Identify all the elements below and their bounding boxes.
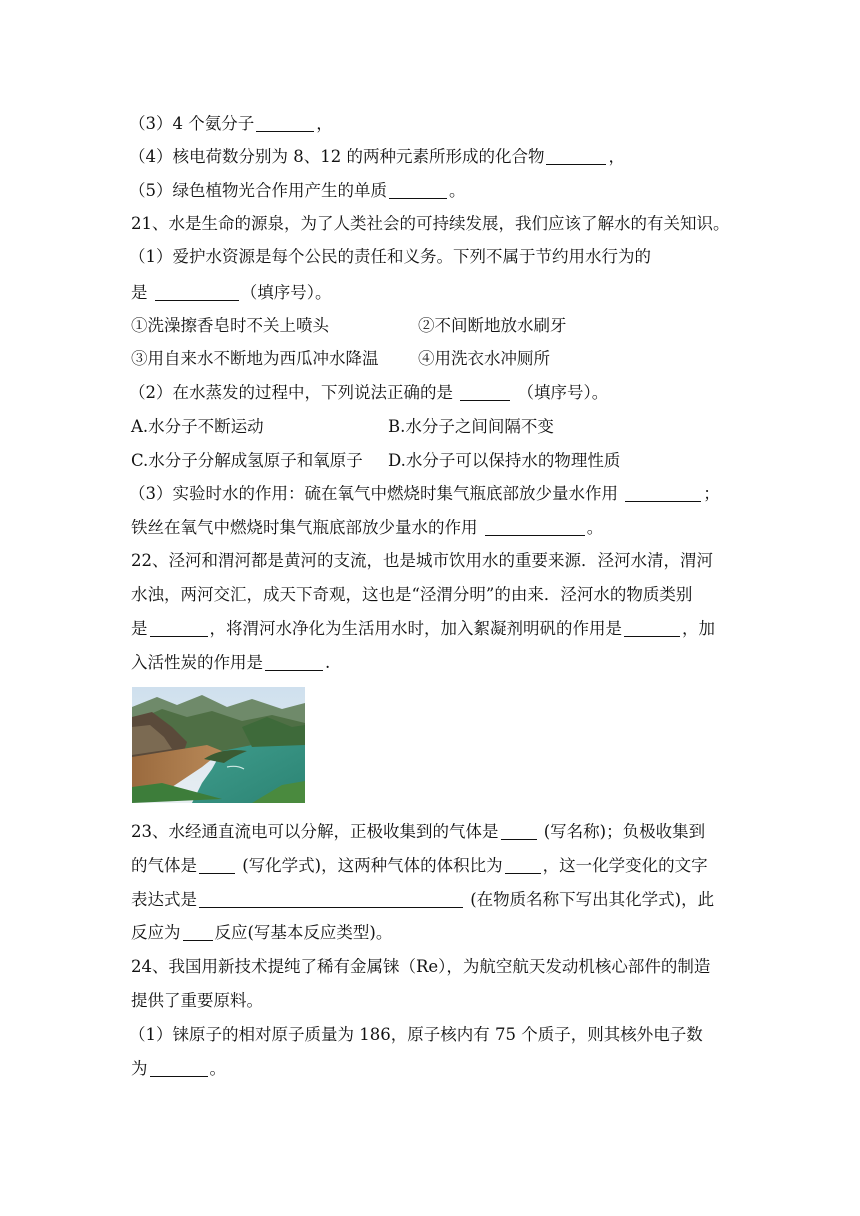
q21-part2-end: （填序号）。 [517, 383, 609, 402]
answer-blank[interactable] [460, 383, 510, 401]
punct: 。 [449, 181, 466, 200]
q23-line3-a: 表达式是 [131, 890, 197, 909]
q22-line3 [131, 618, 731, 640]
q21-option-4: ④用洗衣水冲厕所 [418, 349, 550, 368]
q21-part2 [129, 382, 729, 404]
q24-line4 [131, 1058, 731, 1080]
q21-option-2: ②不间断地放水刷牙 [418, 316, 567, 335]
answer-blank[interactable] [199, 890, 463, 908]
q22-line3-c: ，加 [682, 619, 715, 638]
q23-line4-a: 反应为 [131, 923, 181, 942]
q23-line3-b: (在物质名称下写出其化学式)，此 [470, 890, 715, 909]
answer-blank[interactable] [265, 653, 323, 671]
q21-stem: 21、水是生命的源泉，为了人类社会的可持续发展，我们应该了解水的有关知识。 [131, 214, 730, 233]
q20-item3-text: （3）4 个氨分子 [129, 114, 255, 133]
q21-part1-b [131, 282, 731, 304]
q20-item4-text: （4）核电荷数分别为 8、12 的两种元素所形成的化合物 [129, 147, 545, 166]
answer-blank[interactable] [625, 484, 701, 502]
punct: 。 [586, 518, 604, 537]
q20-item5 [129, 180, 729, 202]
q21-part3-a-text: （3）实验时水的作用：硫在氧气中燃烧时集气瓶底部放少量水作用 [129, 484, 618, 503]
q21-option-d: D.水分子可以保持水的物理性质 [388, 451, 621, 470]
q23-line4 [131, 922, 731, 944]
q21-part3-a [129, 483, 729, 505]
punct: . [325, 653, 331, 672]
answer-blank[interactable] [150, 1059, 208, 1077]
q24-line4-a: 为 [131, 1059, 148, 1078]
answer-blank[interactable] [501, 822, 537, 840]
q23-line2-a: 的气体是 [131, 856, 197, 875]
river-confluence-photo [132, 687, 305, 803]
punct: 。 [209, 1059, 226, 1078]
q22-line1: 22、泾河和渭河都是黄河的支流，也是城市饮用水的重要来源．泾河水清，渭河 [131, 551, 713, 570]
q23-line1-b: (写名称)；负极收集到 [543, 822, 706, 841]
punct: ， [316, 114, 333, 133]
q20-item3 [129, 113, 729, 135]
q21-part1-b-end: （填序号）。 [240, 283, 332, 302]
q21-options-row2 [131, 348, 731, 370]
q22-line4 [131, 652, 731, 674]
q23-line2 [131, 855, 731, 877]
q23-line4-b: 反应(写基本反应类型)。 [214, 923, 393, 942]
q20-item5-text: （5）绿色植物光合作用产生的单质 [129, 181, 387, 200]
q21-part3-b [131, 517, 731, 539]
answer-blank[interactable] [183, 923, 213, 941]
answer-blank[interactable] [505, 856, 541, 874]
q21-option-1: ①洗澡擦香皂时不关上喷头 [131, 316, 329, 335]
q21-option-c: C.水分子分解成氢原子和氧原子 [131, 451, 363, 470]
q22-line2: 水浊，两河交汇，成天下奇观，这也是“泾渭分明”的由来．泾河水的物质类别 [131, 585, 693, 604]
q21-part2-text: （2）在水蒸发的过程中，下列说法正确的是 [129, 383, 453, 402]
q23-line1 [131, 821, 731, 843]
q23-line1-a: 23、水经通直流电可以分解，正极收集到的气体是 [131, 822, 499, 841]
q21-part1-a: （1）爱护水资源是每个公民的责任和义务。下列不属于节约用水行为的 [129, 247, 651, 266]
q21-option-3: ③用自来水不断地为西瓜冲水降温 [131, 349, 379, 368]
river-photo-svg [132, 687, 305, 803]
answer-blank[interactable] [150, 619, 208, 637]
q24-line1: 24、我国用新技术提纯了稀有金属铼（Re），为航空航天发动机核心部件的制造 [131, 957, 711, 976]
q22-line3-a: 是 [131, 619, 148, 638]
q23-line2-c: ，这一化学变化的文字 [542, 856, 708, 875]
answer-blank[interactable] [546, 147, 606, 165]
q23-line2-b: (写化学式)，这两种气体的体积比为 [242, 856, 503, 875]
answer-blank[interactable] [256, 114, 314, 132]
q20-item4 [129, 146, 729, 168]
q21-part1-b-text: 是 [131, 283, 148, 302]
answer-blank[interactable] [199, 856, 235, 874]
punct: ， [608, 147, 625, 166]
answer-blank[interactable] [485, 518, 585, 536]
answer-blank[interactable] [624, 619, 680, 637]
answer-blank[interactable] [389, 181, 447, 199]
q21-part3-b-text: 铁丝在氧气中燃烧时集气瓶底部放少量水的作用 [131, 518, 478, 537]
q21-options-row4 [131, 450, 731, 472]
q21-options-row1 [131, 315, 731, 337]
q21-option-b: B.水分子之间间隔不变 [388, 417, 554, 436]
q22-line3-b: ，将渭河水净化为生活用水时，加入絮凝剂明矾的作用是 [209, 619, 622, 638]
q23-line3 [131, 889, 731, 911]
q21-options-row3 [131, 416, 731, 438]
q24-line3: （1）铼原子的相对原子质量为 186，原子核内有 75 个质子，则其核外电子数 [129, 1025, 703, 1044]
answer-blank[interactable] [155, 283, 239, 301]
punct: ； [703, 484, 720, 503]
q21-option-a: A.水分子不断运动 [131, 417, 264, 436]
q24-line2: 提供了重要原料。 [131, 991, 263, 1010]
q22-line4-a: 入活性炭的作用是 [131, 653, 263, 672]
